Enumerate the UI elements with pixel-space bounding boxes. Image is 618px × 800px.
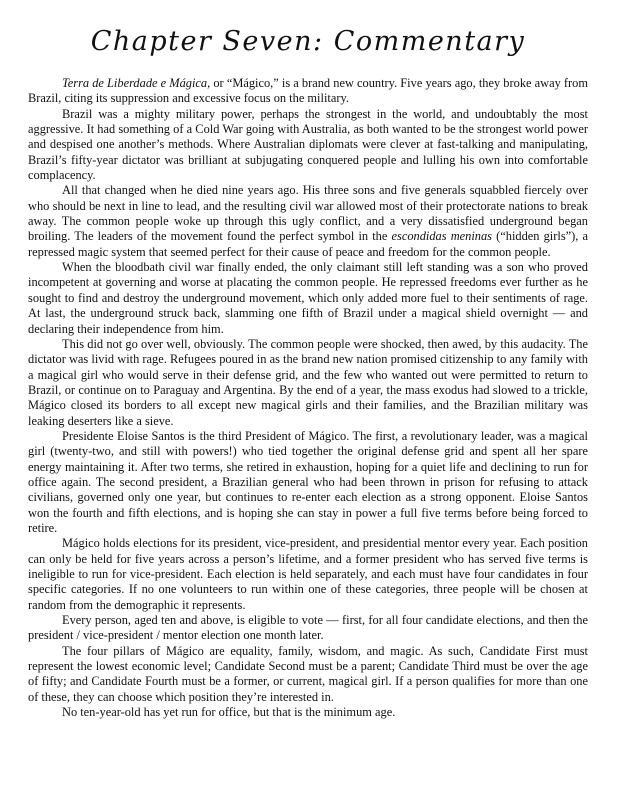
paragraph: [28, 536, 588, 613]
paragraph: [28, 429, 588, 536]
chapter-title: Chapter Seven: Commentary: [90, 26, 526, 57]
paragraph-text: or “Mágico,” is a brand new country. Five years ago, they broke away from Brazil, citing its suppression and excessive focus on the military.: [28, 76, 588, 106]
paragraph-text: Mágico holds elections for its president, vice-president, and presidential mentor every year. Each position can only be held for five years across a person’s lifetime, and a former president who has served five terms is ineligible to run for vice-president. Each election is held separately, and each must have four candidates in four specific categories. If no one volunteers to run within one of these categories, three people will be chosen at random from the demographic it represents.: [28, 536, 588, 612]
paragraph-text: Every person, aged ten and above, is eligible to vote — first, for all four candidate elections, and then the president / vice-president / mentor election one month later.: [28, 613, 588, 643]
paragraph-text: All that changed when he died nine years ago. His three sons and five generals squabbled fiercely over who should be next in line to lead, and the resulting civil war allowed most of their protectorate nations to break away. The common people woke up through this ugly conflict, and a very dissatisfied underground began broiling. The leaders of the movement found the perfect symbol in the: [28, 183, 588, 244]
paragraph: [28, 337, 588, 429]
paragraph: [28, 76, 588, 107]
paragraph: [28, 107, 588, 184]
body-text: [28, 76, 588, 720]
paragraph-text: Presidente Eloise Santos is the third President of Mágico. The first, a revolutionary leader, was a magical girl (twenty-two, and still with powers!) who tied together the original defense grid and spent all her spare energy maintaining it. After two terms, she retired in exhaustion, hoping for a quiet life and declining to run for office again. The second president, a Brazilian general who had been thrown in prison for refusing to attack civilians, governed only one year, but continues to re-enter each election as a strong opponent. Eloise Santos won the fourth and fifth elections, and is hoping she can stay in power a full five terms before being forced to retire.: [28, 428, 588, 535]
paragraph: [28, 183, 588, 260]
paragraph-text: No ten-year-old has yet run for office, but that is the minimum age.: [62, 705, 396, 720]
paragraph: [28, 260, 588, 337]
paragraph: [28, 705, 588, 720]
italic-text: Terra de Liberdade e Mágica,: [62, 76, 211, 90]
italic-text: escondidas meninas: [391, 229, 492, 244]
paragraph: [28, 644, 588, 705]
paragraph-text: When the bloodbath civil war finally ended, the only claimant still left standing was a son who proved incompetent at governing and worse at placating the common people. He repressed freedoms ever further as he sought to find and destroy the underground movement, which only added more fuel to their sentiments of rage. At last, the underground struck back, slamming one fifth of Brazil under a magical shield overnight — and declaring their independence from him.: [28, 260, 588, 336]
paragraph-text: The four pillars of Mágico are equality, family, wisdom, and magic. As such, Candidate First must represent the lowest economic level; Candidate Second must be a parent; Candidate Third must be over the age of fifty; and Candidate Fourth must be a former, or current, magical girl. If a person qualifies for more than one of these, they can choose which position they’re interested in.: [28, 643, 588, 704]
paragraph-text: Brazil was a mighty military power, perhaps the strongest in the world, and undoubtably the most aggressive. It had something of a Cold War going with Australia, as both wanted to be the strongest world power and despised one another’s methods. Where Australian diplomats were clever at fast-talking and manipulating, Brazil’s fifty-year dictator was brilliant at subjugating conquered people and lulling his own into comfortable complacency.: [28, 106, 588, 183]
paragraph: [28, 613, 588, 644]
paragraph-text: (“hidden girls”), a repressed magic system that seemed perfect for their cause of peace and freedom for the common people.: [28, 229, 588, 259]
paragraph-text: This did not go over well, obviously. The common people were shocked, then awed, by this audacity. The dictator was livid with rage. Refugees poured in as the brand new nation promised citizenship to any family with a magical girl who would serve in their defense grid, and the few who wanted out were permitted to return to Brazil, or continue on to Paraguay and Argentina. By the end of a year, the mass exodus had slowed to a trickle, Mágico closed its borders to all except new magical girls and their families, and the Brazilian military was leaking deserters like a sieve.: [28, 336, 588, 428]
